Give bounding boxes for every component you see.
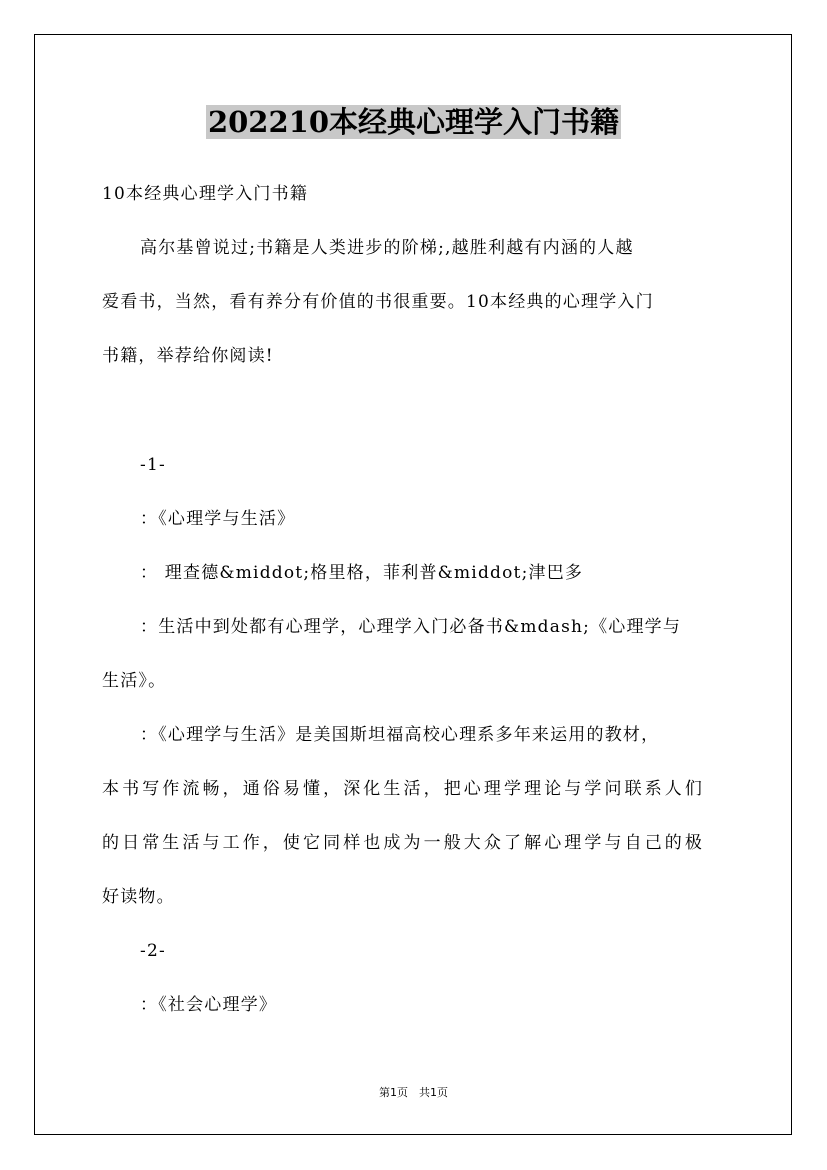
section1-desc2-line-2: 本书写作流畅，通俗易懂，深化生活，把心理学理论与学问联系人们 <box>102 779 705 799</box>
section-number-2: -2- <box>140 941 166 961</box>
section-number-1: -1- <box>140 455 166 475</box>
intro-line-1: 高尔基曾说过;书籍是人类进步的阶梯;,越胜利越有内涵的人越 <box>140 238 634 258</box>
section1-author: ： 理查德&middot;格里格，菲利普&middot;津巴多 <box>140 563 584 583</box>
section1-desc2-line-1: ：《心理学与生活》是美国斯坦福高校心理系多年来运用的教材， <box>140 725 660 745</box>
subtitle: 10本经典心理学入门书籍 <box>102 184 309 204</box>
section2-book-title: ：《社会心理学》 <box>140 995 278 1015</box>
document-title: 202210本经典心理学入门书籍 <box>207 105 620 139</box>
intro-line-2: 爱看书，当然，看有养分有价值的书很重要。10本经典的心理学入门 <box>102 292 654 312</box>
section1-desc1-line-1: ：生活中到处都有心理学，心理学入门必备书&mdash;《心理学与 <box>140 617 682 637</box>
section1-desc2-line-3: 的日常生活与工作，使它同样也成为一般大众了解心理学与自己的极 <box>102 833 705 853</box>
section1-desc1-line-2: 生活》。 <box>102 671 167 691</box>
section1-desc2-line-4: 好读物。 <box>102 887 175 907</box>
intro-line-3: 书籍，举荐给你阅读! <box>102 346 274 366</box>
section1-book-title: ：《心理学与生活》 <box>140 509 296 529</box>
page-footer: 第1页 共1页 <box>379 1086 448 1099</box>
